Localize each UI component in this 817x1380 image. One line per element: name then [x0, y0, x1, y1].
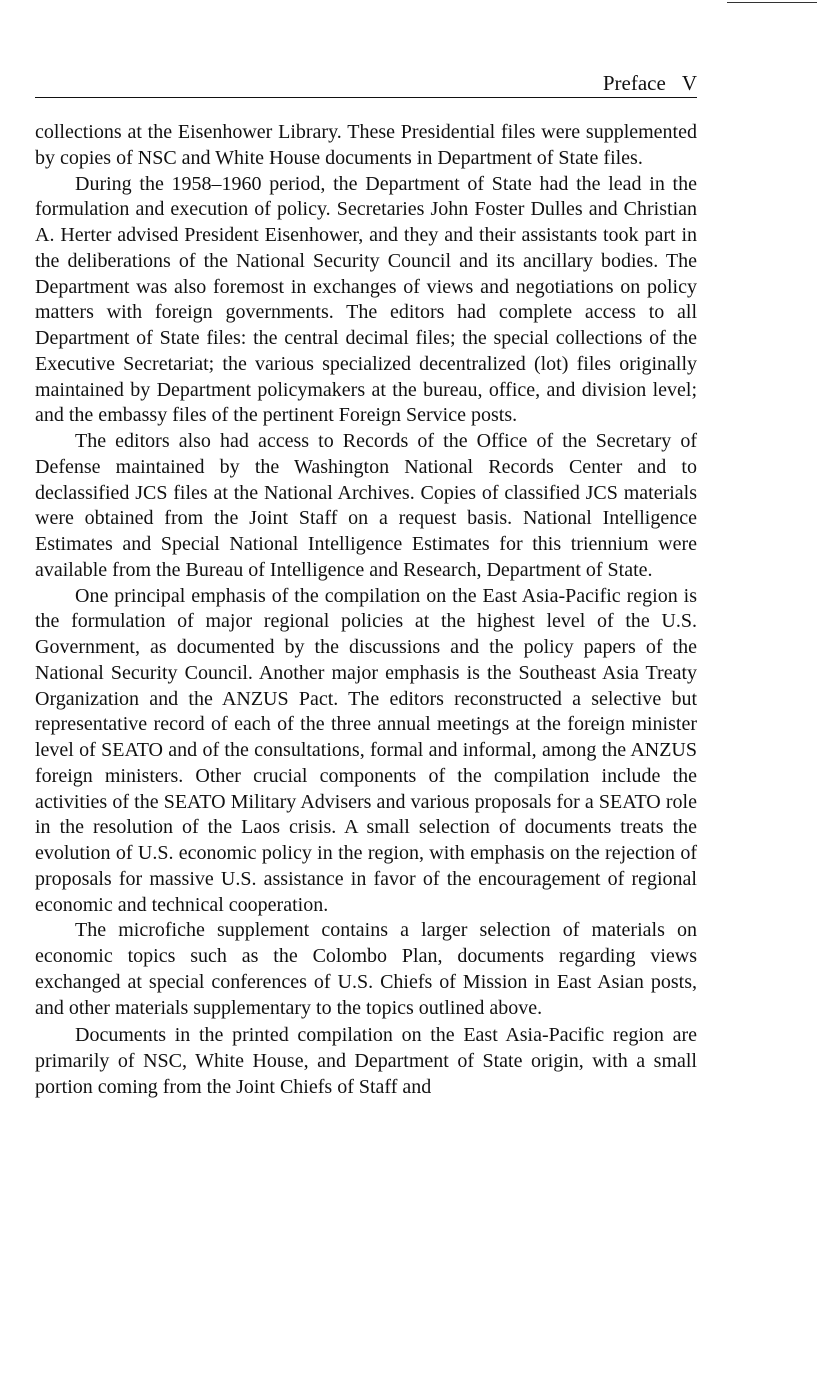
paragraph-defense-records: The editors also had access to Records of the Office of the Secretary of Defense maintained by the Washington National Records Center and to declassified JCS files at the National Archives. Copies of classified JCS materials were obtained from the Joint Staff on a request basis. National Intelligence Estimates and Special National Intelligence Estimates for this triennium were available from the Bureau of Intelligence and Research, Department of State. [35, 430, 697, 581]
paragraph-documents-origin: Documents in the printed compilation on the East Asia-Pacific region are primarily of NSC, White House, and Department of State origin, with a small portion coming from the Joint Chiefs of Staff and [35, 1024, 697, 1098]
paragraph-microfiche: The microfiche supplement contains a larger selection of materials on economic topics such as the Colombo Plan, documents regarding views exchanged at special conferences of U.S. Chiefs of Mission in East Asian posts, and other materials supplementary to the topics outlined above. [35, 919, 697, 1019]
paragraph-department-of-state: During the 1958–1960 period, the Department of State had the lead in the formulation and execution of policy. Secretaries John Foster Dulles and Christian A. Herter advised President Eisenhower, and they and their assistants took part in the deliberations of the National Security Council and its ancillary bodies. The Department was also foremost in exchanges of views and negotiations on policy matters with foreign governments. The editors had complete access to all Department of State files: the central decimal files; the special collections of the Executive Secretariat; the various specialized decentralized (lot) files originally maintained by Department policymakers at the bureau, office, and division level; and the embassy files of the pertinent Foreign Service posts. [35, 172, 697, 427]
running-head [35, 70, 697, 98]
paragraph-continued: collections at the Eisenhower Library. These Presidential files were supplemented by copies of NSC and White House documents in Department of State files. [35, 121, 697, 169]
corner-rule [727, 2, 817, 3]
body-text [35, 120, 697, 1101]
page-number: V [681, 71, 697, 95]
section-title: Preface [602, 71, 666, 95]
paragraph-principal-emphasis: One principal emphasis of the compilation on the East Asia-Pacific region is the formulation of major regional policies at the highest level of the U.S. Government, as documented by the discussions and the policy papers of the National Security Council. Another major emphasis is the Southeast Asia Treaty Organization and the ANZUS Pact. The editors reconstructed a selective but representative record of each of the three annual meetings at the foreign minister level of SEATO and of the consultations, formal and informal, among the ANZUS foreign ministers. Other crucial components of the compilation include the activities of the SEATO Military Advisers and various proposals for a SEATO role in the resolution of the Laos crisis. A small selection of documents treats the evolution of U.S. economic policy in the region, with emphasis on the rejection of proposals for massive U.S. assistance in favor of the encouragement of regional economic and technical cooperation. [35, 584, 697, 916]
